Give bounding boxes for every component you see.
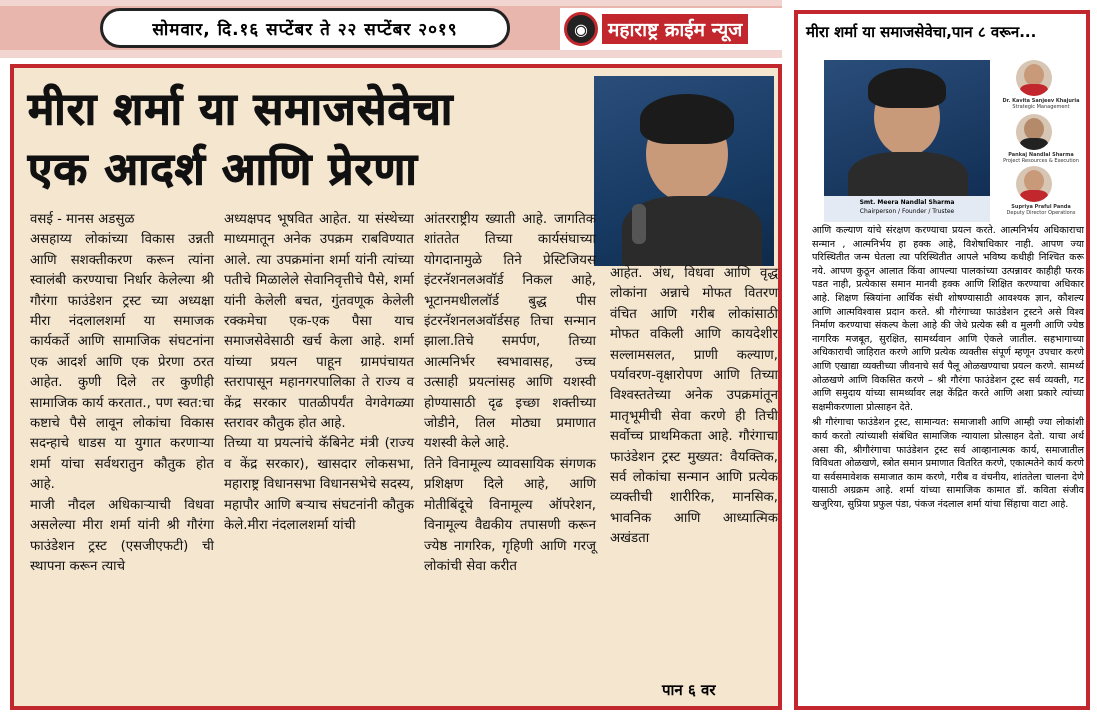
thumb-caption bbox=[996, 152, 1086, 164]
headline-line-2: एक आदर्श आणि प्रेरणा bbox=[28, 144, 418, 195]
paragraph: आहेत. अंध, विधवा आणि वृद्ध लोकांना अन्नाचे मोफत वितरण वंचित आणि गरीब लोकांसाठी मोफत वकिली आणि कायदेशीर सल्लामसलत, प्राणी कल्याण, पर्यावरण-वृक्षारोपण आणि तिच्या विश्वस्ततेच्या अनेक उपक्रमांतून मातृभूमीची सेवा करणे ही तिची सर्वोच्च प्राथमिकता आहे. गौरंगाचा फाउंडेशन ट्रस्ट मुख्यत: वैयक्तिक, सर्व लोकांचा सन्मान आणि प्रत्येक व्यक्तीची शारीरिक, मानसिक, भावनिक आणि आध्यात्मिक अखंडता bbox=[610, 266, 778, 547]
article-column-3 bbox=[424, 210, 596, 577]
thumb-name: Supriya Praful Panda bbox=[1011, 204, 1071, 210]
byline: वसई - मानस अडसुळ bbox=[30, 212, 135, 227]
portrait-photo-small bbox=[824, 60, 990, 210]
continuation-title: मीरा शर्मा या समाजसेवेचा,पान ८ वरून... bbox=[806, 23, 1037, 41]
paragraph: अध्यक्षपद भूषवित आहेत. या संस्थेच्या माध्यमातून अनेक उपक्रम राबविण्यात आले. त्या उपक्रमांना शर्मा यांनी त्यांच्या पतीचे मिळालेले सेवानिवृत्तीचे पैसे, शर्मा यांनी केलेली बचत, गुंतवणूक केलेली रक्कमेचा एक-एक पैसा याच समाजसेवेसाठी खर्च केला आहे. शर्मा यांच्या प्रयत्न पाहून ग्रामपंचायत स्तरापासून महानगरपालिका ते राज्य व केंद्र सरकार पातळीपर्यंत वेगवेगळ्या स्तरावर कौतुक होत आहे. bbox=[224, 212, 414, 432]
masthead-strip bbox=[0, 0, 782, 58]
logo-text: महाराष्ट्र क्राईम न्यूज bbox=[602, 14, 748, 44]
avatar bbox=[1016, 166, 1052, 202]
caption-name: Smt. Meera Nandlal Sharma bbox=[859, 199, 955, 206]
continued-on-page: पान ६ वर bbox=[662, 681, 716, 699]
article-column-4 bbox=[610, 264, 778, 550]
thumb-role: Deputy Director Operations bbox=[1006, 210, 1076, 216]
thumb-role: Strategic Management bbox=[1012, 104, 1070, 110]
article-headline bbox=[28, 80, 588, 200]
caption-role: Chairperson / Founder / Trustee bbox=[859, 208, 955, 215]
thumb-name: Pankaj Nandlal Sharma bbox=[1008, 152, 1074, 158]
portrait-photo bbox=[594, 76, 774, 266]
paragraph: आंतरराष्ट्रीय ख्याती आहे. जागतिक शांततेत तिच्या कार्यसंघाच्या योगदानामुळे तिने प्रेस्टिजियस इंटरनॅशनलअवॉर्ड निकल आहे, भूटानमधीललॉर्ड बुद्ध पीस इंटरनॅशनलअवॉर्डसह तिचा सन्मान झाला.तिचे समर्पण, तिच्या आत्मनिर्भर स्वभावासह, उच्च उत्साही प्रयत्नांसह आणि यशस्वी होण्यासाठी दृढ इच्छा शक्तीच्या जोडीने, तिल मोठ्या प्रमाणात यशस्वी केले आहे. bbox=[424, 212, 596, 452]
paragraph: तिच्या या प्रयत्नांचे कॅबिनेट मंत्री (राज्य व केंद्र सरकार), खासदार लोकसभा, महाराष्ट्र विधानसभा विधानसभेचे सदस्य, महापौर आणि बऱ्याच संघटनांनी कौतुक केले.मीरा नंदलालशर्मा यांची bbox=[224, 436, 414, 534]
photo-caption bbox=[824, 196, 990, 222]
paragraph: असहाय्य लोकांच्या विकास उन्नती आणि सशक्तीकरण करून त्यांना स्वालंबी करण्याचा निर्धार केलेल्या श्री गौरंगा फाउंडेशन ट्रस्ट च्या अध्यक्षा मीरा नंदलालशर्मा या समाजक कार्यकर्ते आणि सामाजिक संघटनांना एक आदर्श आणि एक प्रेरणा ठरत आहेत. कुणी दिले तर कुणीही सामाजिक कार्य करतात., पण स्वत:चा कष्टाचे पैसे लावून लोकांचा विकास सदन्हाचे धाडस या युगात करणाऱ्या शर्मा यांचा सर्वथरातुन कौतुक होत आहे. bbox=[30, 232, 214, 493]
continuation-body bbox=[812, 224, 1084, 513]
paragraph: श्री गौरंगाचा फाउंडेशन ट्रस्ट, सामान्यत: समाजाशी आणि आम्ही ज्या लोकांशी कार्य करतो त्यांच्याशी संबंधित सामाजिक न्यायाला प्रोत्साहन देतो. याचा अर्थ असा की, श्रीगौरंगाचा फाउंडेशन ट्रस्ट सर्व आव्हानात्मक कार्य, समाजातील विविधता ओळखणे, स्त्रोत समान प्रमाणात वितरित करणे, एकात्मतेने कार्य करणे या सर्वसमावेशक समाजात काम करणे, गरीब व वंचनीय, शांततेला चालना देणे यासाठी अग्रक्रम आहे. शर्मा यांच्या सामाजिक कामात डॉ. कविता संजीव खजुरिया, सुप्रिया प्रफुल पंडा, पंकज नंदलाल शर्मा यांचा सिंहाचा वाटा आहे. bbox=[812, 417, 1084, 510]
main-article bbox=[10, 64, 782, 710]
thumb-role: Project Resources & Execution bbox=[1003, 158, 1079, 164]
paragraph: माजी नौदल अधिकाऱ्याची विधवा असलेल्या मीरा शर्मा यांनी श्री गौरंगा फाउंडेशन ट्रस्ट (एसजीएफटी) ची स्थापना करून त्याचे bbox=[30, 497, 214, 574]
continuation-article bbox=[794, 10, 1090, 710]
date-line: सोमवार, दि.१६ सप्टेंबर ते २२ सप्टेंबर २०१९ bbox=[100, 8, 510, 48]
headline-line-1: मीरा शर्मा या समाजसेवेचा bbox=[28, 84, 454, 135]
article-column-2 bbox=[224, 210, 414, 537]
avatar bbox=[1016, 60, 1052, 96]
globe-emblem-icon: ◉ bbox=[564, 12, 598, 46]
thumb-caption bbox=[996, 98, 1086, 110]
paragraph: आणि कल्याण यांचे संरक्षण करण्याचा प्रयत्न करते. आत्मनिर्भय अधिकाराचा सन्मान , आत्मनिर्भय हा हक्क आहे, विशेषाधिकार नाही. आपण ज्या परिस्थितीत जन्म घेतला त्या परिस्थितीत आपले भविष्य कधीही निश्चित करू नये. आपण कुठून आलात किंवा आपल्या पालकांच्या उत्पन्नावर काहीही फरक पडत नाही, प्रत्येकास समान मानवी हक्क आणि शिक्षित करण्याचा अधिकार आहे. शिक्षण स्त्रियांना आर्थिक संधी शोषण्यासाठी आवश्यक ज्ञान, कौशल्य आणि आत्मविश्वास प्रदान करते. श्री गौरंगाच्या फाउंडेशन ट्रस्टने असे विश्व निर्माण करण्याचा संकल्प केला आहे की जेथे प्रत्येक स्त्री व मुलगी आणि ज्येष्ठ नागरिक मजबूत, सुरक्षित, सामर्थ्यवान आणि ऐकले जातील. सहभागाच्या अधिकाराची जाहिरात करणे आणि प्रत्येक व्यक्तीस संपूर्ण म्हणून उपचार करणे आणि एखाद्या व्यक्तीच्या जीवनाचे सर्व पैलू ओळखण्याचा प्रयत्न करणे. सामर्थ्य ओळखणे आणि विकसित करणे – श्री गौरंगा फाउंडेशन ट्रस्ट सर्व व्यक्ती, गट आणि समुदाय यांच्या सामर्थ्यावर लक्ष केंद्रित करते आणि अशा प्रकारे त्यांच्या सक्षमीकरणाला प्रोत्साहन देते. bbox=[812, 225, 1084, 413]
paragraph: तिने विनामूल्य व्यावसायिक संगणक प्रशिक्षण दिले आहे, आणि मोतीबिंदूचे विनामूल्य ऑपरेशन, विनामूल्य वैद्यकीय तपासणी करून ज्येष्ठ नागरिक, गृहिणी आणि गरजू लोकांची सेवा करीत bbox=[424, 456, 596, 574]
avatar bbox=[1016, 114, 1052, 150]
thumb-name: Dr. Kavita Sanjeev Khajuria bbox=[1002, 98, 1080, 104]
publication-logo bbox=[560, 8, 782, 50]
article-column-1 bbox=[30, 210, 214, 577]
thumb-caption bbox=[996, 204, 1086, 216]
